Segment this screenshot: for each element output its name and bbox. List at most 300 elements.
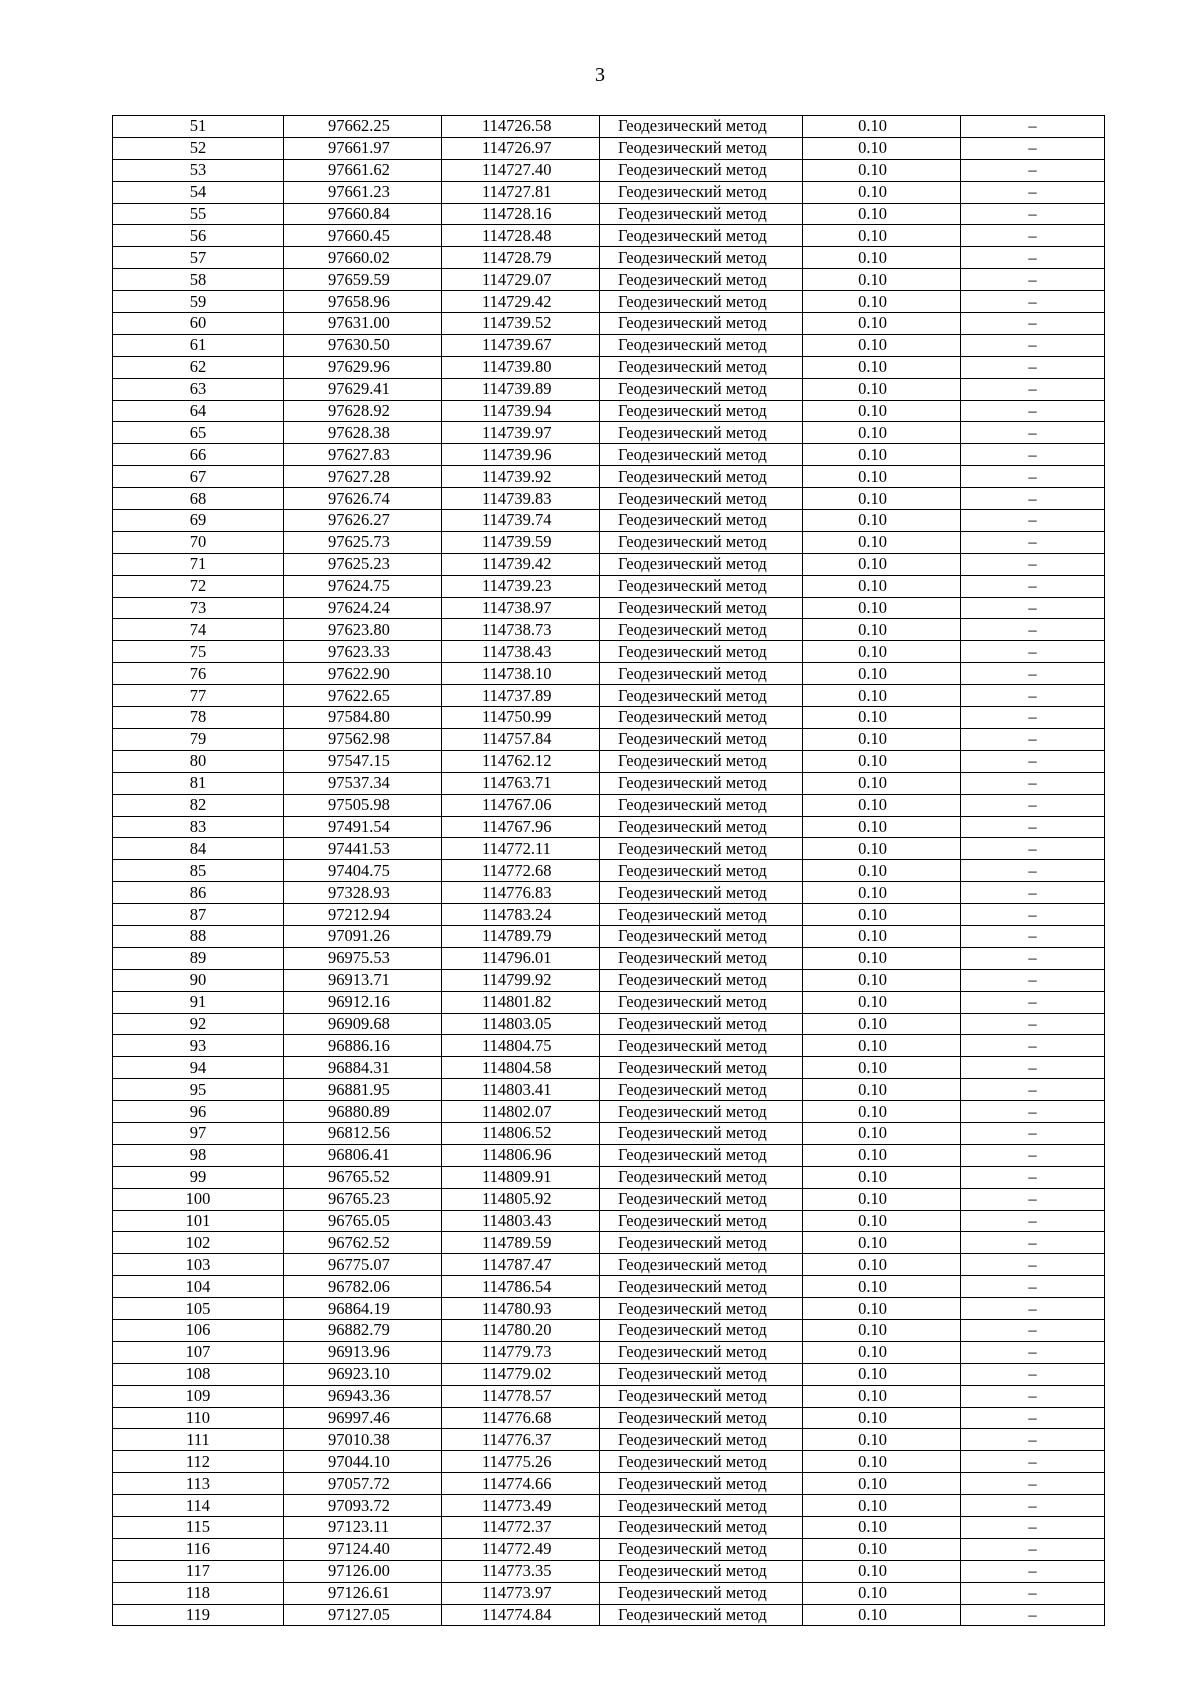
note-cell: – [961,1429,1105,1451]
x-coordinate-cell: 97044.10 [284,1451,442,1473]
accuracy-cell: 0.10 [803,969,961,991]
method-cell: Геодезический метод [600,116,803,138]
table-row [113,619,1105,641]
table-row [113,400,1105,422]
point-number-cell: 102 [113,1232,284,1254]
note-cell: – [961,1210,1105,1232]
table-row [113,378,1105,400]
note-cell: – [961,466,1105,488]
y-coordinate-cell: 114739.42 [442,553,600,575]
note-cell: – [961,575,1105,597]
x-coordinate-cell: 96765.23 [284,1188,442,1210]
y-coordinate-cell: 114728.48 [442,225,600,247]
y-coordinate-cell: 114739.59 [442,531,600,553]
accuracy-cell: 0.10 [803,1385,961,1407]
table-row [113,1122,1105,1144]
accuracy-cell: 0.10 [803,269,961,291]
y-coordinate-cell: 114739.89 [442,378,600,400]
x-coordinate-cell: 96913.96 [284,1341,442,1363]
accuracy-cell: 0.10 [803,1166,961,1188]
y-coordinate-cell: 114780.93 [442,1298,600,1320]
y-coordinate-cell: 114787.47 [442,1254,600,1276]
method-cell: Геодезический метод [600,816,803,838]
note-cell: – [961,794,1105,816]
x-coordinate-cell: 97626.27 [284,510,442,532]
y-coordinate-cell: 114803.43 [442,1210,600,1232]
method-cell: Геодезический метод [600,313,803,335]
method-cell: Геодезический метод [600,1079,803,1101]
x-coordinate-cell: 96765.05 [284,1210,442,1232]
table-row [113,1035,1105,1057]
y-coordinate-cell: 114802.07 [442,1101,600,1123]
point-number-cell: 62 [113,356,284,378]
note-cell: – [961,1057,1105,1079]
point-number-cell: 94 [113,1057,284,1079]
point-number-cell: 55 [113,203,284,225]
note-cell: – [961,1035,1105,1057]
note-cell: – [961,860,1105,882]
method-cell: Геодезический метод [600,203,803,225]
point-number-cell: 56 [113,225,284,247]
note-cell: – [961,1122,1105,1144]
method-cell: Геодезический метод [600,707,803,729]
table-row [113,1538,1105,1560]
y-coordinate-cell: 114728.16 [442,203,600,225]
note-cell: – [961,728,1105,750]
x-coordinate-cell: 97562.98 [284,728,442,750]
note-cell: – [961,882,1105,904]
table-row [113,247,1105,269]
note-cell: – [961,444,1105,466]
note-cell: – [961,1319,1105,1341]
table-row [113,991,1105,1013]
note-cell: – [961,816,1105,838]
table-row [113,1495,1105,1517]
y-coordinate-cell: 114780.20 [442,1319,600,1341]
x-coordinate-cell: 97660.45 [284,225,442,247]
accuracy-cell: 0.10 [803,838,961,860]
accuracy-cell: 0.10 [803,1451,961,1473]
note-cell: – [961,1517,1105,1539]
accuracy-cell: 0.10 [803,225,961,247]
table-row [113,838,1105,860]
table-row [113,334,1105,356]
table-row [113,685,1105,707]
method-cell: Геодезический метод [600,225,803,247]
table-row [113,575,1105,597]
note-cell: – [961,313,1105,335]
table-row [113,728,1105,750]
table-row [113,1451,1105,1473]
accuracy-cell: 0.10 [803,1560,961,1582]
point-number-cell: 61 [113,334,284,356]
note-cell: – [961,1188,1105,1210]
point-number-cell: 95 [113,1079,284,1101]
method-cell: Геодезический метод [600,1319,803,1341]
y-coordinate-cell: 114778.57 [442,1385,600,1407]
coordinates-table-body [113,116,1105,1626]
note-cell: – [961,1144,1105,1166]
note-cell: – [961,531,1105,553]
table-row [113,1517,1105,1539]
note-cell: – [961,641,1105,663]
point-number-cell: 79 [113,728,284,750]
y-coordinate-cell: 114739.83 [442,488,600,510]
y-coordinate-cell: 114729.42 [442,291,600,313]
note-cell: – [961,1560,1105,1582]
x-coordinate-cell: 97626.74 [284,488,442,510]
accuracy-cell: 0.10 [803,728,961,750]
table-row [113,356,1105,378]
point-number-cell: 112 [113,1451,284,1473]
table-row [113,1276,1105,1298]
method-cell: Геодезический метод [600,728,803,750]
x-coordinate-cell: 96775.07 [284,1254,442,1276]
x-coordinate-cell: 97623.33 [284,641,442,663]
y-coordinate-cell: 114804.75 [442,1035,600,1057]
accuracy-cell: 0.10 [803,510,961,532]
point-number-cell: 83 [113,816,284,838]
accuracy-cell: 0.10 [803,1429,961,1451]
table-row [113,1363,1105,1385]
point-number-cell: 69 [113,510,284,532]
y-coordinate-cell: 114789.59 [442,1232,600,1254]
x-coordinate-cell: 97660.02 [284,247,442,269]
table-row [113,1582,1105,1604]
accuracy-cell: 0.10 [803,400,961,422]
x-coordinate-cell: 96884.31 [284,1057,442,1079]
accuracy-cell: 0.10 [803,1013,961,1035]
note-cell: – [961,378,1105,400]
table-row [113,1560,1105,1582]
table-row [113,1385,1105,1407]
accuracy-cell: 0.10 [803,1079,961,1101]
point-number-cell: 108 [113,1363,284,1385]
note-cell: – [961,1079,1105,1101]
note-cell: – [961,1013,1105,1035]
y-coordinate-cell: 114801.82 [442,991,600,1013]
accuracy-cell: 0.10 [803,925,961,947]
point-number-cell: 70 [113,531,284,553]
method-cell: Геодезический метод [600,1232,803,1254]
accuracy-cell: 0.10 [803,247,961,269]
table-row [113,531,1105,553]
x-coordinate-cell: 97661.62 [284,159,442,181]
table-row [113,969,1105,991]
table-row [113,203,1105,225]
note-cell: – [961,137,1105,159]
table-row [113,313,1105,335]
point-number-cell: 75 [113,641,284,663]
accuracy-cell: 0.10 [803,1122,961,1144]
x-coordinate-cell: 97491.54 [284,816,442,838]
method-cell: Геодезический метод [600,794,803,816]
x-coordinate-cell: 97584.80 [284,707,442,729]
x-coordinate-cell: 97622.65 [284,685,442,707]
table-row [113,137,1105,159]
table-row [113,444,1105,466]
x-coordinate-cell: 97328.93 [284,882,442,904]
table-row [113,904,1105,926]
note-cell: – [961,904,1105,926]
method-cell: Геодезический метод [600,1407,803,1429]
x-coordinate-cell: 97537.34 [284,772,442,794]
accuracy-cell: 0.10 [803,882,961,904]
accuracy-cell: 0.10 [803,203,961,225]
x-coordinate-cell: 96886.16 [284,1035,442,1057]
accuracy-cell: 0.10 [803,1057,961,1079]
point-number-cell: 84 [113,838,284,860]
method-cell: Геодезический метод [600,1013,803,1035]
point-number-cell: 72 [113,575,284,597]
table-row [113,794,1105,816]
point-number-cell: 51 [113,116,284,138]
y-coordinate-cell: 114728.79 [442,247,600,269]
x-coordinate-cell: 96997.46 [284,1407,442,1429]
note-cell: – [961,969,1105,991]
method-cell: Геодезический метод [600,1385,803,1407]
x-coordinate-cell: 97123.11 [284,1517,442,1539]
accuracy-cell: 0.10 [803,466,961,488]
x-coordinate-cell: 97404.75 [284,860,442,882]
point-number-cell: 97 [113,1122,284,1144]
x-coordinate-cell: 97628.92 [284,400,442,422]
y-coordinate-cell: 114738.73 [442,619,600,641]
accuracy-cell: 0.10 [803,531,961,553]
note-cell: – [961,1495,1105,1517]
y-coordinate-cell: 114739.97 [442,422,600,444]
table-row [113,947,1105,969]
method-cell: Геодезический метод [600,1429,803,1451]
point-number-cell: 111 [113,1429,284,1451]
method-cell: Геодезический метод [600,269,803,291]
point-number-cell: 107 [113,1341,284,1363]
note-cell: – [961,1582,1105,1604]
note-cell: – [961,772,1105,794]
accuracy-cell: 0.10 [803,1232,961,1254]
note-cell: – [961,1363,1105,1385]
x-coordinate-cell: 97623.80 [284,619,442,641]
note-cell: – [961,1385,1105,1407]
y-coordinate-cell: 114773.49 [442,1495,600,1517]
table-row [113,269,1105,291]
point-number-cell: 115 [113,1517,284,1539]
method-cell: Геодезический метод [600,137,803,159]
x-coordinate-cell: 96812.56 [284,1122,442,1144]
x-coordinate-cell: 97505.98 [284,794,442,816]
point-number-cell: 100 [113,1188,284,1210]
method-cell: Геодезический метод [600,925,803,947]
accuracy-cell: 0.10 [803,707,961,729]
y-coordinate-cell: 114803.05 [442,1013,600,1035]
note-cell: – [961,1604,1105,1626]
table-row [113,1210,1105,1232]
accuracy-cell: 0.10 [803,1495,961,1517]
accuracy-cell: 0.10 [803,685,961,707]
method-cell: Геодезический метод [600,1582,803,1604]
x-coordinate-cell: 96864.19 [284,1298,442,1320]
table-row [113,422,1105,444]
y-coordinate-cell: 114738.43 [442,641,600,663]
y-coordinate-cell: 114737.89 [442,685,600,707]
method-cell: Геодезический метод [600,181,803,203]
method-cell: Геодезический метод [600,444,803,466]
point-number-cell: 67 [113,466,284,488]
table-row [113,225,1105,247]
table-row [113,641,1105,663]
method-cell: Геодезический метод [600,685,803,707]
note-cell: – [961,422,1105,444]
point-number-cell: 85 [113,860,284,882]
accuracy-cell: 0.10 [803,663,961,685]
note-cell: – [961,1232,1105,1254]
y-coordinate-cell: 114779.73 [442,1341,600,1363]
y-coordinate-cell: 114774.66 [442,1473,600,1495]
x-coordinate-cell: 97628.38 [284,422,442,444]
note-cell: – [961,400,1105,422]
x-coordinate-cell: 96806.41 [284,1144,442,1166]
x-coordinate-cell: 97629.96 [284,356,442,378]
method-cell: Геодезический метод [600,1101,803,1123]
point-number-cell: 89 [113,947,284,969]
accuracy-cell: 0.10 [803,422,961,444]
accuracy-cell: 0.10 [803,1101,961,1123]
method-cell: Геодезический метод [600,247,803,269]
note-cell: – [961,1254,1105,1276]
table-row [113,1057,1105,1079]
method-cell: Геодезический метод [600,882,803,904]
y-coordinate-cell: 114805.92 [442,1188,600,1210]
x-coordinate-cell: 97441.53 [284,838,442,860]
x-coordinate-cell: 97662.25 [284,116,442,138]
x-coordinate-cell: 97661.97 [284,137,442,159]
table-row [113,925,1105,947]
x-coordinate-cell: 97661.23 [284,181,442,203]
note-cell: – [961,685,1105,707]
table-row [113,1298,1105,1320]
point-number-cell: 116 [113,1538,284,1560]
method-cell: Геодезический метод [600,597,803,619]
table-row [113,1429,1105,1451]
method-cell: Геодезический метод [600,575,803,597]
method-cell: Геодезический метод [600,510,803,532]
note-cell: – [961,1276,1105,1298]
x-coordinate-cell: 96913.71 [284,969,442,991]
point-number-cell: 91 [113,991,284,1013]
note-cell: – [961,269,1105,291]
point-number-cell: 93 [113,1035,284,1057]
y-coordinate-cell: 114772.49 [442,1538,600,1560]
x-coordinate-cell: 97547.15 [284,750,442,772]
point-number-cell: 65 [113,422,284,444]
y-coordinate-cell: 114772.11 [442,838,600,860]
method-cell: Геодезический метод [600,400,803,422]
method-cell: Геодезический метод [600,1122,803,1144]
x-coordinate-cell: 96943.36 [284,1385,442,1407]
note-cell: – [961,203,1105,225]
table-row [113,816,1105,838]
y-coordinate-cell: 114806.52 [442,1122,600,1144]
accuracy-cell: 0.10 [803,772,961,794]
y-coordinate-cell: 114739.92 [442,466,600,488]
note-cell: – [961,925,1105,947]
method-cell: Геодезический метод [600,619,803,641]
method-cell: Геодезический метод [600,1254,803,1276]
y-coordinate-cell: 114739.80 [442,356,600,378]
y-coordinate-cell: 114786.54 [442,1276,600,1298]
note-cell: – [961,991,1105,1013]
point-number-cell: 59 [113,291,284,313]
method-cell: Геодезический метод [600,422,803,444]
point-number-cell: 82 [113,794,284,816]
accuracy-cell: 0.10 [803,1582,961,1604]
table-row [113,1013,1105,1035]
y-coordinate-cell: 114809.91 [442,1166,600,1188]
y-coordinate-cell: 114772.37 [442,1517,600,1539]
y-coordinate-cell: 114779.02 [442,1363,600,1385]
y-coordinate-cell: 114738.97 [442,597,600,619]
x-coordinate-cell: 97212.94 [284,904,442,926]
accuracy-cell: 0.10 [803,378,961,400]
x-coordinate-cell: 97091.26 [284,925,442,947]
x-coordinate-cell: 97624.75 [284,575,442,597]
table-row [113,1407,1105,1429]
x-coordinate-cell: 96912.16 [284,991,442,1013]
y-coordinate-cell: 114757.84 [442,728,600,750]
point-number-cell: 54 [113,181,284,203]
point-number-cell: 80 [113,750,284,772]
point-number-cell: 88 [113,925,284,947]
accuracy-cell: 0.10 [803,356,961,378]
method-cell: Геодезический метод [600,663,803,685]
y-coordinate-cell: 114726.97 [442,137,600,159]
accuracy-cell: 0.10 [803,137,961,159]
point-number-cell: 81 [113,772,284,794]
point-number-cell: 52 [113,137,284,159]
point-number-cell: 119 [113,1604,284,1626]
point-number-cell: 63 [113,378,284,400]
point-number-cell: 106 [113,1319,284,1341]
point-number-cell: 76 [113,663,284,685]
x-coordinate-cell: 97660.84 [284,203,442,225]
point-number-cell: 73 [113,597,284,619]
table-row [113,860,1105,882]
point-number-cell: 92 [113,1013,284,1035]
method-cell: Геодезический метод [600,378,803,400]
table-row [113,663,1105,685]
table-row [113,750,1105,772]
x-coordinate-cell: 97010.38 [284,1429,442,1451]
table-row [113,597,1105,619]
note-cell: – [961,750,1105,772]
point-number-cell: 103 [113,1254,284,1276]
y-coordinate-cell: 114739.67 [442,334,600,356]
x-coordinate-cell: 96765.52 [284,1166,442,1188]
point-number-cell: 104 [113,1276,284,1298]
accuracy-cell: 0.10 [803,488,961,510]
coordinates-table [112,115,1105,1626]
accuracy-cell: 0.10 [803,1035,961,1057]
table-row [113,1144,1105,1166]
y-coordinate-cell: 114739.96 [442,444,600,466]
point-number-cell: 86 [113,882,284,904]
x-coordinate-cell: 97126.00 [284,1560,442,1582]
note-cell: – [961,1166,1105,1188]
x-coordinate-cell: 97630.50 [284,334,442,356]
method-cell: Геодезический метод [600,1035,803,1057]
y-coordinate-cell: 114763.71 [442,772,600,794]
accuracy-cell: 0.10 [803,159,961,181]
